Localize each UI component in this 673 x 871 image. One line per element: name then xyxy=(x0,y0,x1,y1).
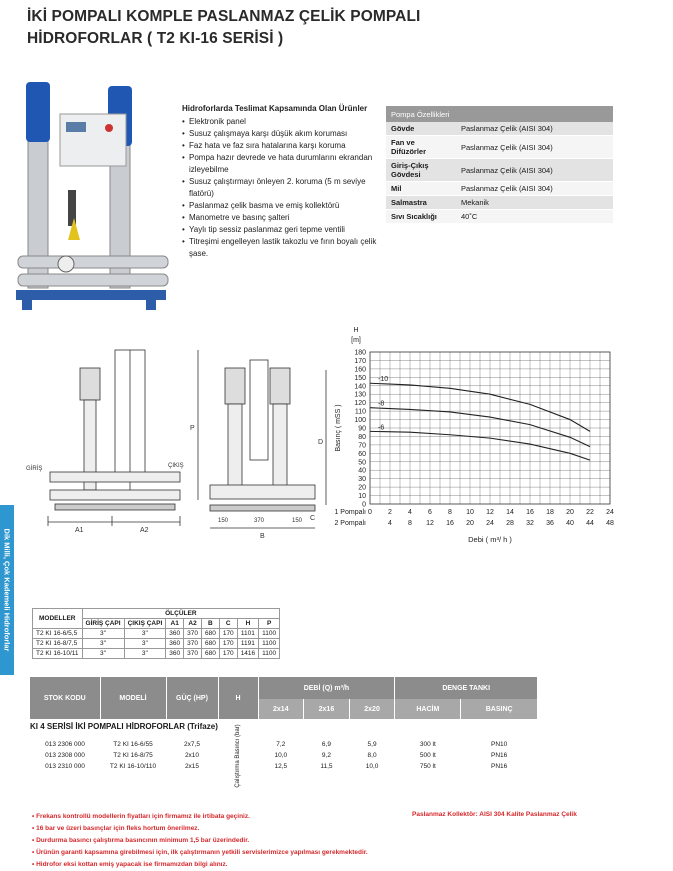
x-tick-label: 12 xyxy=(426,520,434,527)
note-item: • Durdurma basıncı çalıştırma basıncının minimum 1,5 bar üzerindedir. xyxy=(32,837,250,844)
x-tick-label: 48 xyxy=(606,520,614,527)
dim-d: D xyxy=(318,439,324,446)
y-tick-label: 50 xyxy=(358,459,366,467)
y-tick-label: 170 xyxy=(354,357,366,365)
delivery-list xyxy=(182,116,382,260)
x-tick-label: 2 xyxy=(388,509,392,516)
delivery-scope: Hidroforlarda Teslimat Kapsamında Olan Ürünler • Elektronik panel • Susuz çalışmaya karşı düşük akım koruması • Faz hata ve faz sıra hatalarına karşı koruma • Pompa hazır devrede ve hata durumlarını ekrandan izleyebilme • Susuz çalıştırmayı önleyen 2. koruma (5 m seviye flatörü) • Paslanmaz çelik basma ve emiş kollektörü • Manometre ve basınç şalteri • Yaylı tip sessiz paslanmaz geri tepme ventili • Titreşimi engelleyen lastik takozlu ve fırın boyalı çelik şase. xyxy=(182,103,382,260)
y-tick-label: 20 xyxy=(358,484,366,492)
side-category-tab: Dik Milli, Çok Kademeli Hidroforlar xyxy=(0,505,14,675)
x-tick-label: 4 xyxy=(408,509,412,516)
table-row: T2 KI 16-8/7,5 3'' 3'' 360 370 680 170 1191 1100 xyxy=(33,639,280,649)
footer-notes xyxy=(32,811,368,871)
x-tick-label: 16 xyxy=(446,520,454,527)
table-row: 013 2310 000 T2 KI 16-10/110 2x15 12,5 11,5 10,0 750 lt PN16 xyxy=(45,763,508,770)
x-row-label: 1 Pompalı xyxy=(334,509,366,516)
dims-group-header: ÖLÇÜLER xyxy=(82,609,280,619)
y-tick-label: 100 xyxy=(354,417,366,425)
table-row: Mil Paslanmaz Çelik (AISI 304) xyxy=(386,182,613,196)
y-tick-label: 180 xyxy=(354,349,366,357)
table-row: Fan ve Difüzörler Paslanmaz Çelik (AISI 304) xyxy=(386,136,613,159)
dim-150b: 150 xyxy=(292,518,303,524)
y-tick-label: 80 xyxy=(358,433,366,441)
dim-p: P xyxy=(190,425,195,432)
note-item: • 16 bar ve üzeri basınçlar için fleks hortum önerilmez. xyxy=(32,825,200,832)
list-item: • Manometre ve basınç şalteri xyxy=(182,212,382,224)
y-tick-label: 40 xyxy=(358,467,366,475)
collector-note: Paslanmaz Kollektör: AISI 304 Kalite Paslanmaz Çelik xyxy=(412,811,577,818)
y-axis-label: Basınç ( mSS ) xyxy=(335,404,342,452)
dim-370: 370 xyxy=(254,518,265,524)
dim-a1: A1 xyxy=(75,527,84,534)
stock-table: STOK KODU MODELİ GÜÇ (HP) H DEBİ (Q) m³/h DENGE TANKI 2x14 2x16 2x20 HACİM BASINÇ 013 2306 000 T2 KI 16-6/55 2x7,5 Çalıştırma Basıncı (bar) 7,2 6,9 5,9 300 lt PN10 013 2308 000 T2 KI 16-8/75 2x10 10,0 9,2 8,0 500 lt PN16 013 2310 000 T2 KI 16-10/110 2x15 12,5 11,5 10,0 750 lt PN16 xyxy=(30,677,538,772)
x-row-label: 2 Pompalı xyxy=(334,520,366,527)
list-item: • Susuz çalışmaya karşı düşük akım koruması xyxy=(182,128,382,140)
x-tick-label: 10 xyxy=(466,509,474,516)
start-pressure-cell: Çalıştırma Basıncı (bar) xyxy=(235,723,241,788)
y-tick-label: 120 xyxy=(354,400,366,408)
x-tick-label: 22 xyxy=(586,509,594,516)
x-tick-label: 20 xyxy=(566,509,574,516)
y-tick-label: 0 xyxy=(362,501,366,509)
dim-c: C xyxy=(310,515,316,522)
product-photo xyxy=(14,78,174,318)
technical-drawing xyxy=(20,340,330,540)
dim-150: 150 xyxy=(218,518,229,524)
table-row: 013 2308 000 T2 KI 16-8/75 2x10 10,0 9,2 8,0 500 lt PN16 xyxy=(45,752,508,759)
pump-spec-table xyxy=(386,106,613,224)
x-tick-label: 44 xyxy=(586,520,594,527)
note-item: • Hidrofor eksi kottan emiş yapacak ise firmamızdan bilgi alınız. xyxy=(32,861,228,868)
dimensions-table: MODELLER ÖLÇÜLER GİRİŞ ÇAPI ÇIKIŞ ÇAPI A1 A2 B C H P T2 KI 16-6/5,5 3'' 3'' 360 370 680 170 1101 1100 T2 KI 16-8/7,5 3'' 3'' 360 370 680 170 1191 1100 T2 KI 16-10/11 3'' 3'' 360 370 680 170 1416 1100 xyxy=(32,608,280,659)
spec-header: Pompa Özellikleri xyxy=(386,106,613,122)
x-tick-label: 28 xyxy=(506,520,514,527)
y-unit-top: H xyxy=(353,327,359,334)
y-tick-label: 110 xyxy=(354,408,366,416)
x-tick-label: 32 xyxy=(526,520,534,527)
x-tick-label: 6 xyxy=(428,509,432,516)
y-tick-label: 160 xyxy=(354,366,366,374)
table-row: Sıvı Sıcaklığı 40˚C xyxy=(386,210,613,224)
list-item: • Titreşimi engelleyen lastik takozlu ve fırın boyalı çelik şase. xyxy=(182,236,382,260)
x-tick-label: 24 xyxy=(606,509,614,516)
dim-a2: A2 xyxy=(140,527,149,534)
x-axis-label: Debi ( m³/ h ) xyxy=(468,535,512,544)
series-subtitle: KI 4 SERİSİ İKİ POMPALI HİDROFORLAR (Trifaze) xyxy=(30,722,218,731)
page-title: İKİ POMPALI KOMPLE PASLANMAZ ÇELİK POMPALI HİDROFORLAR ( T2 KI-16 SERİSİ ) xyxy=(27,8,421,47)
list-item: • Paslanmaz çelik basma ve emiş kollektörü xyxy=(182,200,382,212)
y-tick-label: 130 xyxy=(354,391,366,399)
series-label: -10 xyxy=(378,376,389,384)
y-tick-label: 60 xyxy=(358,450,366,458)
x-tick-label: 14 xyxy=(506,509,514,516)
x-tick-label: 4 xyxy=(388,520,392,527)
list-item: • Faz hata ve faz sıra hatalarına karşı koruma xyxy=(182,140,382,152)
inlet-label: GİRİŞ xyxy=(26,466,43,472)
series-label: -8 xyxy=(378,400,385,408)
y-tick-label: 150 xyxy=(354,374,366,382)
x-tick-label: 0 xyxy=(368,509,372,516)
note-item: • Ürünün garanti kapsamına girebilmesi için, ilk çalıştırmanın yetkili servislerimizce yapılması gerekmektedir. xyxy=(32,849,368,856)
table-row: Giriş-Çıkış Gövdesi Paslanmaz Çelik (AISI 304) xyxy=(386,159,613,182)
x-tick-label: 16 xyxy=(526,509,534,516)
table-row: T2 KI 16-10/11 3'' 3'' 360 370 680 170 1416 1100 xyxy=(33,649,280,659)
note-item: • Frekans kontrollü modellerin fiyatları için firmamız ile irtibata geçiniz. xyxy=(32,813,250,820)
x-tick-label: 12 xyxy=(486,509,494,516)
dims-col-models: MODELLER xyxy=(33,609,83,629)
list-item: • Elektronik panel xyxy=(182,116,382,128)
x-tick-label: 40 xyxy=(566,520,574,527)
x-tick-label: 24 xyxy=(486,520,494,527)
list-item: • Yaylı tip sessiz paslanmaz geri tepme ventili xyxy=(182,224,382,236)
table-row: T2 KI 16-6/5,5 3'' 3'' 360 370 680 170 1101 1100 xyxy=(33,629,280,639)
y-tick-label: 140 xyxy=(354,383,366,391)
x-tick-label: 8 xyxy=(408,520,412,527)
table-row: Salmastra Mekanik xyxy=(386,196,613,210)
table-row: Gövde Paslanmaz Çelik (AISI 304) xyxy=(386,122,613,136)
list-item: • Susuz çalıştırmayı önleyen 2. koruma (5 m seviye flatörü) xyxy=(182,176,382,200)
x-tick-label: 8 xyxy=(448,509,452,516)
y-unit: [m] xyxy=(351,337,361,344)
dim-b: B xyxy=(260,533,265,540)
y-tick-label: 90 xyxy=(358,425,366,433)
y-tick-label: 10 xyxy=(358,493,366,501)
series-label: -6 xyxy=(378,424,385,432)
list-item: • Pompa hazır devrede ve hata durumlarını ekrandan izleyebilme xyxy=(182,152,382,176)
performance-chart xyxy=(330,322,630,548)
outlet-label: ÇIKIŞ xyxy=(168,463,184,469)
x-tick-label: 20 xyxy=(466,520,474,527)
y-tick-label: 70 xyxy=(358,442,366,450)
x-tick-label: 18 xyxy=(546,509,554,516)
x-tick-label: 36 xyxy=(546,520,554,527)
table-row: 013 2306 000 T2 KI 16-6/55 2x7,5 Çalıştırma Basıncı (bar) 7,2 6,9 5,9 300 lt PN10 xyxy=(45,723,508,788)
y-tick-label: 30 xyxy=(358,476,366,484)
